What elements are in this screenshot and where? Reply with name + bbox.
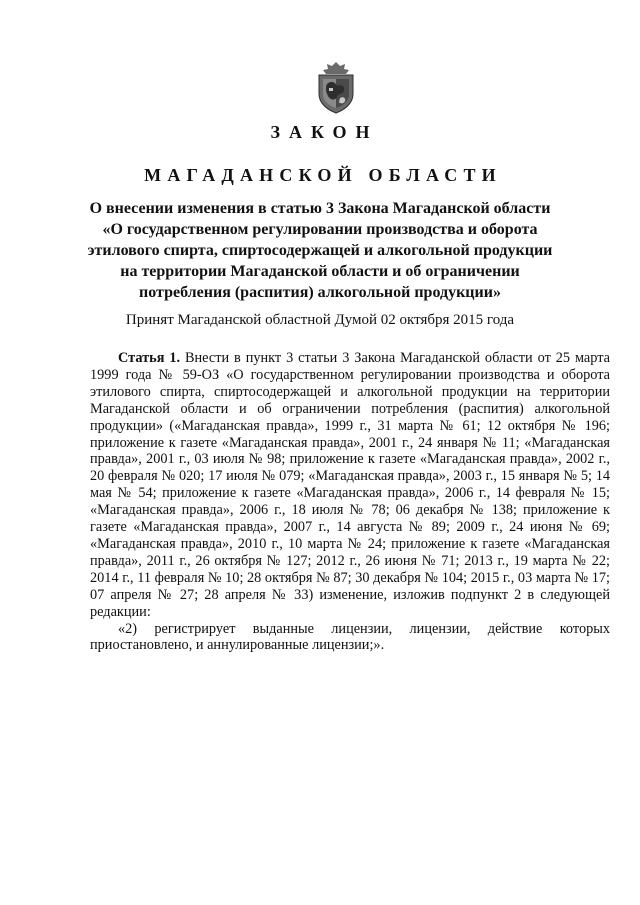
region-heading: МАГАДАНСКОЙ ОБЛАСТИ [144,165,502,185]
law-title-line: на территории Магаданской области и об ограничении [120,263,520,280]
adoption-note: Принят Магаданской областной Думой 02 октября 2015 года [125,312,515,328]
article-paragraph [90,350,610,621]
article-body [90,350,610,654]
law-title [60,198,580,303]
law-title-line: О внесении изменения в статью 3 Закона Магаданской области [89,200,551,217]
law-heading: ЗАКОН [270,122,379,142]
article-text: Внести в пункт 3 статьи 3 Закона Магаданской области от 25 марта 1999 года № 59-ОЗ «О государственном регулировании производства и оборота этилового спирта, спиртосодержащей и алкогольной продукции на территории Магаданской области и об ограничении потребления (распития) алкогольной продукции» («Магаданская правда», 1999 г., 31 марта № 61; 12 октября № 196; приложение к газете «Магаданская правда», 2001 г., 24 января № 11; «Магаданская правда», 2001 г., 03 июля № 98; приложение к газете «Магаданская правда», 2002 г., 20 февраля № 020; 17 июля № 079; «Магаданская правда», 2003 г., 15 января № 5; 14 мая № 54; приложение к газете «Магаданская правда», 2006 г., 14 февраля № 15; «Магаданская правда», 2006 г., 18 июля № 78; 06 декабря № 138; приложение к газете «Магаданская правда», 2007 г., 14 августа № 89; 2009 г., 24 июня № 69; «Магаданская правда», 2010 г., 10 марта № 24; приложение к газете «Магаданская правда», 2011 г., 26 октября № 127; 2012 г., 26 июня № 71; 2013 г., 19 марта № 22; 2014 г., 11 февраля № 10; 28 октября № 87; 30 декабря № 104; 2015 г., 03 марта № 17; 07 апреля № 27; 28 апреля № 33) изменение, изложив подпункт 2 в следующей редакции: [90,350,610,620]
law-title-line: потребления (распития) алкогольной продукции» [139,284,501,301]
coat-of-arms-icon [313,60,359,114]
amendment-quote: «2) регистрирует выданные лицензии, лицензии, действие которых приостановлено, и аннулированные лицензии;». [90,620,610,654]
law-title-line: «О государственном регулировании производства и оборота [102,221,538,238]
law-title-line: этилового спирта, спиртосодержащей и алкогольной продукции [87,242,553,259]
article-label: Статья 1. [118,350,181,366]
